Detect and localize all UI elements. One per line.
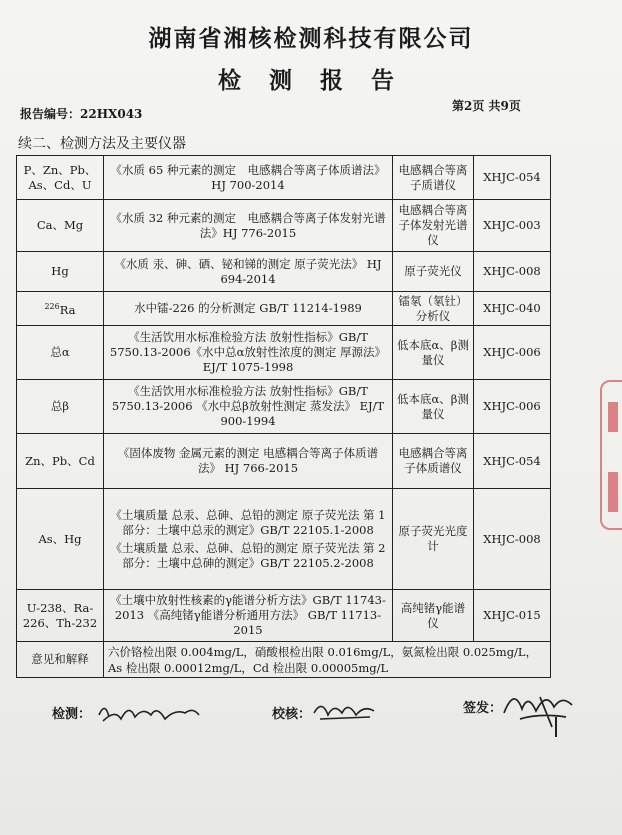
table-row [17, 252, 551, 292]
section-title: 续二、检测方法及主要仪器 [18, 136, 186, 152]
method-cell: 《固体废物 金属元素的测定 电感耦合等离子体质谱法》 HJ 766-2015 [104, 434, 393, 489]
checker-signature [312, 695, 382, 725]
table-row [17, 489, 551, 590]
item-cell: 总β [17, 380, 104, 434]
table-row [17, 380, 551, 434]
method-cell [104, 489, 393, 590]
report-number: 报告编号：22HX043 [20, 107, 143, 121]
instrument-cell: 镭氡（氡钍）分析仪 [393, 292, 474, 326]
equipment-code-cell: XHJC-054 [474, 434, 551, 489]
instrument-cell: 原子荧光仪 [393, 252, 474, 292]
instrument-cell: 高纯锗γ能谱仪 [393, 590, 474, 642]
method-cell: 水中镭-226 的分析测定 GB/T 11214-1989 [104, 292, 393, 326]
method-cell: 《水质 32 种元素的测定 电感耦合等离子体发射光谱法》HJ 776-2015 [104, 200, 393, 252]
table-row [17, 590, 551, 642]
item-cell: Ca、Mg [17, 200, 104, 252]
table-row [17, 200, 551, 252]
method-text-2: 《土壤质量 总汞、总砷、总铅的测定 原子荧光法 第 2 部分：土壤中总砷的测定》GB/T 22105.2-2008 [110, 540, 386, 570]
report-title: 检 测 报 告 [217, 68, 405, 94]
equipment-code-cell: XHJC-003 [474, 200, 551, 252]
item-cell [17, 292, 104, 326]
table-row [17, 156, 551, 200]
method-cell: 《水质 汞、砷、硒、铋和锑的测定 原子荧光法》 HJ 694-2014 [104, 252, 393, 292]
method-cell: 《水质 65 种元素的测定 电感耦合等离子体质谱法》 HJ 700-2014 [104, 156, 393, 200]
instrument-cell: 低本底α、β测量仪 [393, 380, 474, 434]
instrument-cell: 原子荧光光度计 [393, 489, 474, 590]
methods-table [16, 155, 551, 678]
tester-signature [95, 695, 205, 729]
tester-label: 检测： [52, 707, 92, 722]
remark-text: 六价铬检出限 0.004mg/L，硝酸根检出限 0.016mg/L，氨氮检出限 0.025mg/L，As 检出限 0.00012mg/L，Cd 检出限 0.00005mg/L [104, 642, 551, 678]
table-row [17, 434, 551, 489]
table-row [17, 326, 551, 380]
equipment-code-cell: XHJC-015 [474, 590, 551, 642]
equipment-code-cell: XHJC-008 [474, 252, 551, 292]
equipment-code-cell: XHJC-006 [474, 380, 551, 434]
remark-label: 意见和解释 [17, 642, 104, 678]
company-name: 湖南省湘核检测科技有限公司 [148, 26, 474, 52]
remark-row [17, 642, 551, 678]
ink-mark [546, 717, 566, 737]
item-text: Ra [59, 302, 76, 317]
instrument-cell: 电感耦合等离子体发射光谱仪 [393, 200, 474, 252]
page-number: 第2页 共9页 [452, 99, 521, 113]
item-cell: As、Hg [17, 489, 104, 590]
method-cell: 《生活饮用水标准检验方法 放射性指标》GB/T 5750.13-2006《水中总α放射性浓度的测定 厚源法》 EJ/T 1075-1998 [104, 326, 393, 380]
red-seal-edge [600, 380, 622, 530]
signature-area [0, 697, 622, 737]
item-cell: P、Zn、Pb、As、Cd、U [17, 156, 104, 200]
checker-label: 校核： [272, 707, 312, 722]
instrument-cell: 电感耦合等离子体质谱仪 [393, 434, 474, 489]
equipment-code-cell: XHJC-008 [474, 489, 551, 590]
method-cell: 《土壤中放射性核素的γ能谱分析方法》GB/T 11743-2013 《高纯锗γ能谱分析通用方法》 GB/T 11713-2015 [104, 590, 393, 642]
equipment-code-cell: XHJC-054 [474, 156, 551, 200]
item-cell: U-238、Ra-226、Th-232 [17, 590, 104, 642]
method-text: 《土壤质量 总汞、总砷、总铅的测定 原子荧光法 第 1 部分：土壤中总汞的测定》GB/T 22105.1-2008 [110, 507, 386, 537]
instrument-cell: 低本底α、β测量仪 [393, 326, 474, 380]
table-row [17, 292, 551, 326]
method-cell: 《生活饮用水标准检验方法 放射性指标》GB/T 5750.13-2006 《水中总β放射性测定 蒸发法》 EJ/T 900-1994 [104, 380, 393, 434]
item-cell: 总α [17, 326, 104, 380]
equipment-code-cell: XHJC-006 [474, 326, 551, 380]
instrument-cell: 电感耦合等离子质谱仪 [393, 156, 474, 200]
issuer-signature [500, 683, 580, 731]
item-cell: Hg [17, 252, 104, 292]
issuer-label: 签发： [463, 701, 503, 716]
item-superscript: 226 [44, 302, 60, 312]
equipment-code-cell: XHJC-040 [474, 292, 551, 326]
item-cell: Zn、Pb、Cd [17, 434, 104, 489]
